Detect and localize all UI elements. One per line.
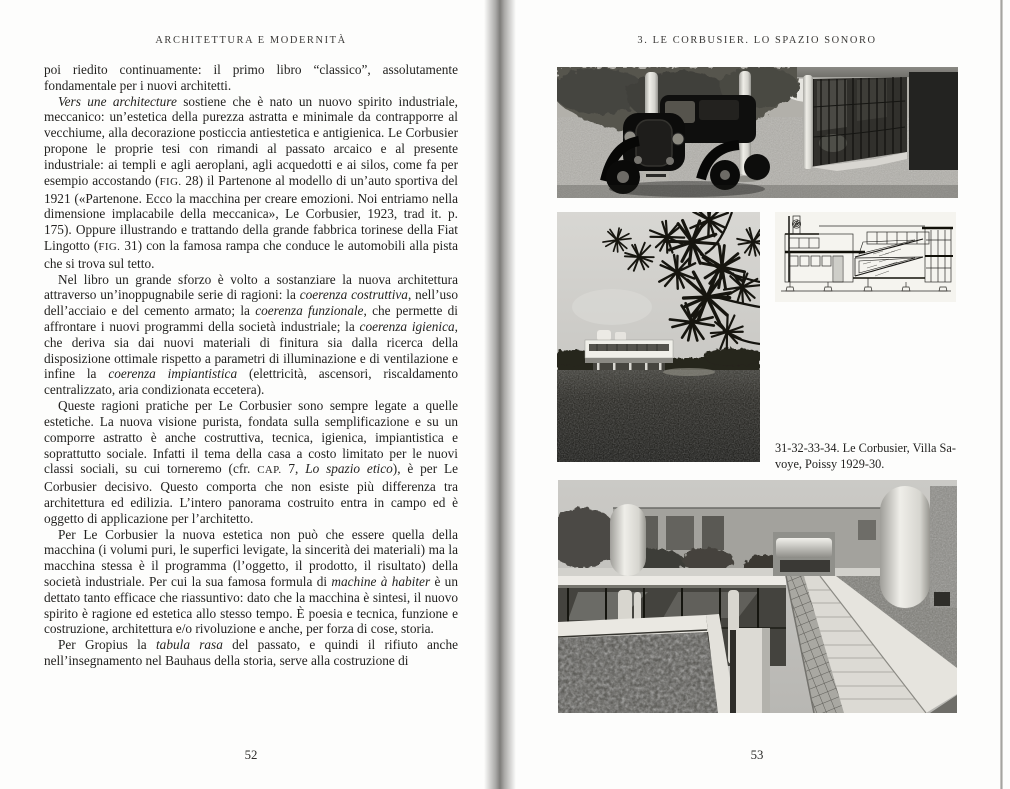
dark-wall <box>909 72 958 170</box>
dark-box <box>934 592 950 606</box>
caption-line-2: voye, Poissy 1929-30. <box>775 457 885 471</box>
right-running-header: 3. LE CORBUSIER. LO SPAZIO SONORO <box>637 35 877 46</box>
right-page-number: 53 <box>750 748 764 762</box>
paragraph: Vers une architecture sostiene che è nato un nuovo spirito industriale, meccanico: un’estetica della purezza astratta e minimale da contrapporre al vecchiume, alla decorazione posticcia antiestetica e antigienica. Le Corbusier propone le proprie tesi con rimandi al passato arcaico e al presente industriale: ai templi e agli aeroplani, agli acquedotti e ai silos, come fa per esempio accostando (FIG. 28) il Partenone al modello di un’auto sportiva del 1921 («Partenone. Ecco la macchina per creare emozioni. Noi entriamo nella dimensione implacabile della meccanica», Le Corbusier, 1923, trad it. p. 175). Oppure illustrando e trattando della grande fabbrica torinese della Fiat Lingotto (FIG. 31) con la famosa rampa che conduce le automobili alla pista che si trova sul tetto. <box>44 93 459 271</box>
figure-caption <box>775 440 967 472</box>
paragraph: Nel libro un grande sforzo è volto a sostanziare la nuova architettura attraverso un’inoppugnabile serie di ragioni: la coerenza costruttiva, nell’uso dell’acciaio e del cemento armato; la coerenza funzionale, che permette di affrontare i nuovi programmi della società industriale; la coerenza igienica, che deriva sia dai nuovi materiali di finitura sia dalla ricerca della disposizione ottimale rispetto a parametri di illuminazione e di ventilazione e infine la coerenza impiantistica (elettricità, ascensori, riscaldamento centralizzato, aria condizionata eccetera). <box>44 271 458 398</box>
photo-villa-in-meadow <box>557 212 760 462</box>
right-cylinder <box>880 486 930 608</box>
left-page-number: 52 <box>244 748 258 762</box>
pilotis-column <box>803 75 813 169</box>
book-gutter-shadow <box>484 0 516 789</box>
photo-roof-terrace-ramp <box>558 480 957 713</box>
paragraph: Per Gropius la tabula rasa del passato, e quindi il rifiuto anche nell’insegnamento nel Bauhaus della storia, serve alla costruzione di <box>44 637 459 669</box>
body-text <box>44 62 458 669</box>
paragraph: Per Le Corbusier la nuova estetica non può che essere quella della macchina (i volumi puri, le superfici levigate, la sincerità dei materiali) ma la macchina stessa è il programma (l’oggetto, il prodotto, il risultato) della società industriale. Per cui la sua famosa formula di machine à habiter è un dettato tanto efficace che riassuntivo: dato che la macchina è sintesi, il nuovo spirito è ragione ed estetica allo stesso tempo. È poesia e tecnica, funzione e costruzione, architettura e/o rivoluzione e anche, per forza di cose, storia. <box>44 526 458 637</box>
glass-wall <box>810 77 907 171</box>
left-running-header: ARCHITETTURA E MODERNITÀ <box>155 35 347 46</box>
page-edge-line <box>1000 0 1003 789</box>
paragraph: Queste ragioni pratiche per Le Corbusier sono sempre legate a quelle estetiche. La nuova visione purista, fondata sulla semplificazione e su un comporre astratto è anche costruttiva, tecnica, igienica, impiantistica e soprattutto sociale. Infatti il tema della casa a costo limitato per le nuovi classi sociali, su cui torneremo (cfr. CAP. 7, Lo spazio etico), è per Le Corbusier decisivo. Questo comporta che non esiste più differenza tra architettura ed edilizia. L’intero panorama costruito entra in campo ed è oggetto di applicazione per l’architetto. <box>44 398 458 526</box>
caption-line-1: 31-32-33-34. Le Corbusier, Villa Sa- <box>775 441 956 455</box>
left-cylinder <box>610 504 646 576</box>
stair-exit <box>773 532 835 578</box>
paragraph: poi riedito continuamente: il primo libro “classico”, assolutamente fondamentale per i nuovi architetti. <box>44 62 458 93</box>
drawing-villa-section <box>775 212 956 302</box>
planter <box>558 614 736 713</box>
photo-car-under-pilotis <box>557 67 958 198</box>
